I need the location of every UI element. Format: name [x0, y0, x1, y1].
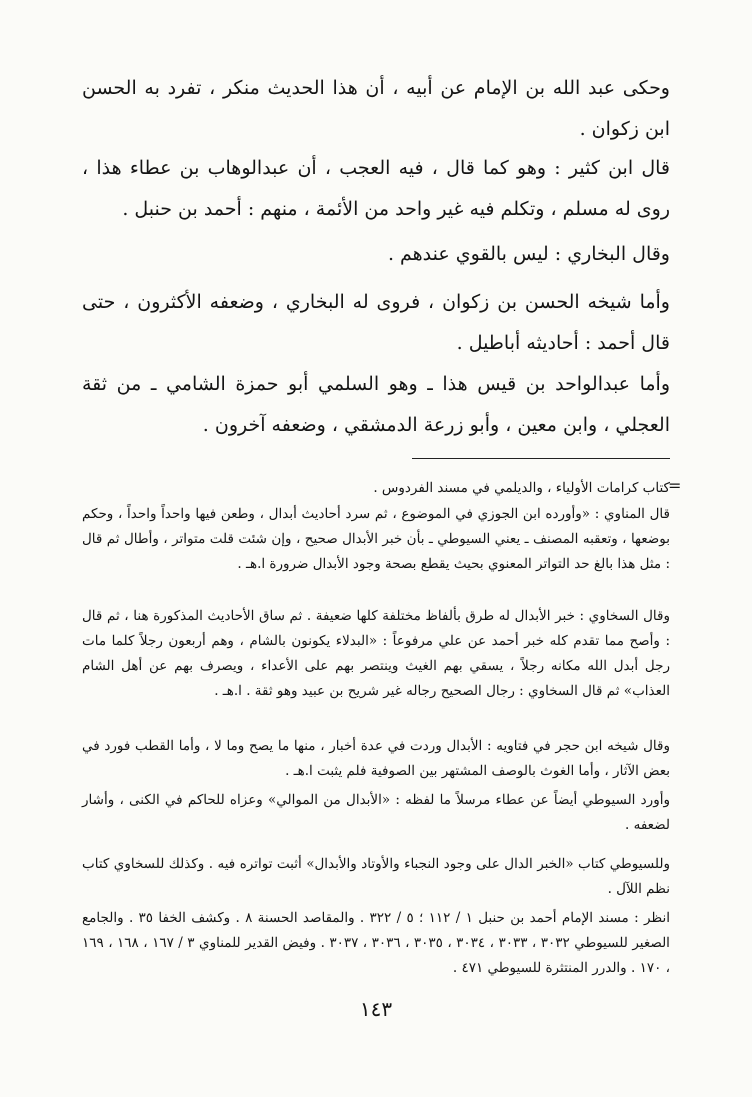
- main-paragraph: وأما شيخه الحسن بن زكوان ، فروى له البخاري ، وضعفه الأكثرون ، حتى قال أحمد : أحاديثه أباطيل .: [82, 291, 670, 354]
- footnote-paragraph: انظر : مسند الإمام أحمد بن حنبل ١ / ١١٢ ؛ ٥ / ٣٢٢ . والمقاصد الحسنة ٨ . وكشف الخفا ٣٥ . والجامع الصغير للسيوطي ٣٠٣٢ ، ٣٠٣٣ ، ٣٠٣٤ ، ٣٠٣٥ ، ٣٠٣٦ ، ٣٠٣٧ . وفيض القدير للمناوي ٣ / ١٦٧ ، ١٦٨ ، ١٦٩ ، ١٧٠ . والدرر المنتثرة للسيوطي ٤٧١ .: [82, 910, 670, 976]
- main-paragraph: وقال البخاري : ليس بالقوي عندهم .: [387, 243, 670, 265]
- footnote-separator: [412, 458, 670, 459]
- footnote-paragraph: وقال شيخه ابن حجر في فتاويه : الأبدال وردت في عدة أخبار ، منها ما يصح وما لا ، وأما القطب فورد في بعض الآثار ، وأما الغوث بالوصف المشتهر بين الصوفية فلم يثبت ا.هـ .: [82, 738, 670, 779]
- footnote-continuation-mark: =: [668, 476, 682, 495]
- footnote-paragraph: وأورد السيوطي أيضاً عن عطاء مرسلاً ما لفظه : «الأبدال من الموالي» وعزاه للحاكم في الكنى ، وأشار لضعفه .: [82, 792, 670, 833]
- footnote-paragraph: قال المناوي : «وأورده ابن الجوزي في الموضوع ، ثم سرد أحاديث أبدال ، وطعن فيها واحداً واحداً ، وحكم بوضعها ، وتعقبه المصنف ـ يعني السيوطي ـ بأن خبر الأبدال صحيح ، وإن شئت قلت متواتر ، وأطال ثم قال : مثل هذا بالغ حد التواتر المعنوي بحيث يقطع بصحة وجود الأبدال ضرورة ا.هـ .: [82, 506, 670, 572]
- main-paragraph: وحكى عبد الله بن الإمام عن أبيه ، أن هذا الحديث منكر ، تفرد به الحسن ابن زكوان .: [82, 77, 670, 140]
- page-number: ١٤٣: [359, 997, 393, 1021]
- footnote-paragraph: وقال السخاوي : خبر الأبدال له طرق بألفاظ مختلفة كلها ضعيفة . ثم ساق الأحاديث المذكورة هنا ، ثم قال : وأصح مما تقدم كله خبر أحمد عن علي مرفوعاً : «البدلاء يكونون بالشام ، وهم أربعون رجلاً كلما مات رجل أبدل الله مكانه رجلاً ، يسقي بهم الغيث وينتصر بهم على الأعداء ، ويصرف بهم عن أهل الشام العذاب» ثم قال السخاوي : رجال الصحيح رجاله غير شريح بن عبيد وهو ثقة . ا.هـ .: [82, 608, 670, 699]
- main-paragraph: قال ابن كثير : وهو كما قال ، فيه العجب ، أن عبدالوهاب بن عطاء هذا ، روى له مسلم ، وتكلم فيه غير واحد من الأئمة ، منهم : أحمد بن حنبل .: [82, 157, 670, 220]
- footnote-paragraph: وللسيوطي كتاب «الخبر الدال على وجود النجباء والأوتاد والأبدال» أثبت تواتره فيه . وكذلك للسخاوي كتاب نظم اللآل .: [82, 856, 670, 897]
- footnote-paragraph: كتاب كرامات الأولياء ، والديلمي في مسند الفردوس .: [373, 480, 670, 496]
- main-paragraph: وأما عبدالواحد بن قيس هذا ـ وهو السلمي أبو حمزة الشامي ـ من ثقة العجلي ، وابن معين ، وأبو زرعة الدمشقي ، وضعفه آخرون .: [82, 373, 670, 436]
